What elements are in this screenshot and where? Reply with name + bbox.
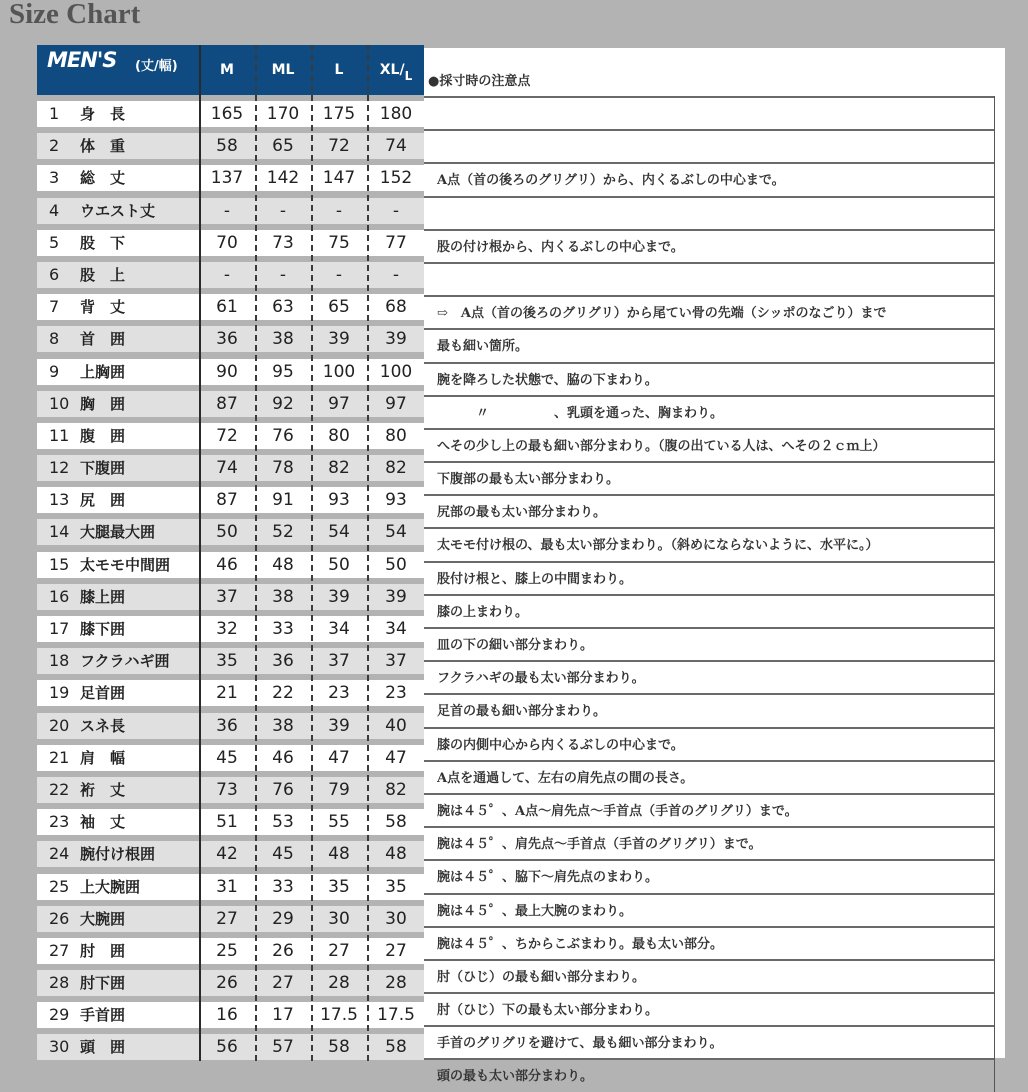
- row-number: 12: [49, 458, 70, 478]
- table-row: [37, 546, 424, 578]
- note-row: [424, 893, 994, 926]
- size-value-m: 27: [216, 908, 238, 929]
- note-row: [424, 129, 994, 162]
- row-number: 20: [49, 715, 70, 735]
- measurement-name: 下腹囲: [80, 459, 126, 478]
- size-value-xl: 80: [385, 425, 407, 446]
- row-number: 7: [49, 297, 60, 317]
- note-row: [424, 328, 994, 361]
- size-value-ml: 29: [272, 908, 294, 929]
- size-value-ml: 63: [272, 297, 294, 318]
- size-value-xl: 37: [385, 651, 407, 672]
- size-value-ml: 78: [272, 458, 294, 479]
- measurement-name: 股 上: [80, 265, 126, 284]
- size-value-xl: 48: [385, 844, 407, 865]
- note-text: 手首のグリグリを避けて、最も細い部分まわり。: [437, 1036, 723, 1052]
- row-number: 11: [49, 425, 70, 445]
- size-value-ml: 27: [272, 973, 294, 994]
- size-value-m: 46: [216, 554, 238, 575]
- size-value-m: 36: [216, 715, 238, 736]
- size-value-xl: 40: [385, 715, 407, 736]
- note-row: [424, 362, 994, 395]
- size-value-l: 72: [328, 136, 350, 157]
- measurement-name: 手首囲: [80, 1006, 126, 1025]
- size-value-l: 58: [328, 1037, 350, 1058]
- row-number: 15: [49, 554, 70, 574]
- size-value-xl: 50: [385, 554, 407, 575]
- row-number: 24: [49, 844, 70, 864]
- table-row: [37, 868, 424, 900]
- column-label: L: [334, 62, 344, 78]
- size-value-l: 39: [328, 715, 350, 736]
- size-value-m: 37: [216, 586, 238, 607]
- measurement-name: 胸 囲: [80, 394, 126, 413]
- table-row: [37, 578, 424, 610]
- table-row: [37, 481, 424, 513]
- note-text: 股の付け根から、内くるぶしの中心まで。: [437, 239, 684, 255]
- size-value-m: 51: [216, 812, 238, 833]
- size-value-m: 73: [216, 779, 238, 800]
- note-text: 〃 、乳頭を通った、胸まわり。: [437, 405, 724, 421]
- column-header-l: [312, 45, 366, 95]
- table-row: [37, 449, 424, 481]
- row-number: 28: [49, 973, 70, 993]
- size-value-ml: 57: [272, 1037, 294, 1058]
- note-text: 膝の内側中心から内くるぶしの中心まで。: [437, 737, 684, 753]
- size-value-l: 79: [328, 779, 350, 800]
- size-value-m: 165: [210, 104, 244, 124]
- size-value-l: 23: [328, 683, 350, 704]
- row-number: 17: [49, 619, 70, 638]
- table-row: [37, 932, 424, 964]
- size-value-m: 87: [216, 393, 238, 414]
- note-row: [424, 793, 994, 826]
- row-number: 2: [49, 136, 60, 156]
- row-number: 29: [49, 1005, 70, 1025]
- note-text: 尻部の最も太い部分まわり。: [437, 505, 607, 521]
- measurement-name: 頭 囲: [80, 1038, 126, 1057]
- row-number: 19: [49, 683, 70, 703]
- measurement-name: 膝上囲: [80, 587, 126, 606]
- size-value-l: 17.5: [320, 1005, 358, 1026]
- column-label: ML: [271, 62, 295, 78]
- note-text: 腕は４５゜、肩先点～手首点（手首のグリグリ）まで。: [437, 837, 762, 853]
- size-value-m: 32: [216, 619, 238, 639]
- note-row: [424, 727, 994, 760]
- table-row: [37, 353, 424, 385]
- size-value-l: 175: [322, 104, 356, 124]
- measurement-name: 肩 幅: [80, 748, 126, 767]
- table-row: [37, 513, 424, 545]
- table-row: [37, 1028, 424, 1060]
- column-divider-dashed: [311, 45, 313, 1061]
- gender-label: MEN'S: [47, 48, 117, 72]
- note-row: [424, 428, 994, 461]
- column-header-m: [200, 45, 254, 95]
- size-value-l: 50: [328, 554, 350, 575]
- row-number: 8: [49, 329, 60, 349]
- row-number: 5: [49, 232, 60, 252]
- size-value-m: 72: [216, 425, 238, 446]
- note-row: [424, 561, 994, 594]
- measurement-name: 背 丈: [80, 298, 126, 317]
- row-number: 16: [49, 586, 70, 606]
- measurement-notes-panel: [424, 48, 1005, 1085]
- note-text: 頭の最も太い部分まわり。: [437, 1069, 594, 1085]
- measurement-name: ウエスト丈: [80, 201, 156, 220]
- column-divider-dashed: [367, 45, 369, 1061]
- table-row: [37, 674, 424, 706]
- size-value-xl: 39: [385, 586, 407, 607]
- size-value-ml: 26: [272, 940, 294, 961]
- size-value-xl: 68: [385, 297, 407, 318]
- size-value-xl: 180: [379, 104, 413, 124]
- size-value-m: 45: [216, 747, 238, 768]
- size-value-l: 97: [328, 393, 350, 414]
- size-value-l: -: [335, 264, 343, 285]
- size-value-xl: 58: [385, 1037, 407, 1058]
- size-value-xl: 97: [385, 393, 407, 414]
- size-value-m: 26: [216, 973, 238, 994]
- note-text: A点を通過して、左右の肩先点の間の長さ。: [437, 770, 694, 786]
- note-row: [424, 1025, 994, 1058]
- size-value-m: 31: [216, 876, 238, 897]
- size-table: [37, 45, 424, 1061]
- note-row: [424, 527, 994, 560]
- row-number: 4: [49, 200, 60, 220]
- measurement-name: 裄 丈: [80, 780, 126, 799]
- size-value-xl: 30: [385, 908, 407, 929]
- size-value-ml: 38: [272, 586, 294, 607]
- row-number: 25: [49, 876, 70, 896]
- size-value-xl: 100: [379, 361, 413, 382]
- column-label: XL/: [379, 62, 405, 78]
- row-number: 1: [49, 104, 60, 123]
- note-row: [424, 693, 994, 726]
- row-number: 14: [49, 522, 70, 542]
- note-text: 太モモ付け根の、最も太い部分まわり。（斜めにならないように、水平に。）: [437, 538, 879, 554]
- size-value-l: 35: [328, 876, 350, 897]
- size-value-xl: 28: [385, 973, 407, 994]
- table-row: [37, 900, 424, 932]
- table-row: [37, 417, 424, 449]
- note-text: 最も細い箇所。: [437, 339, 529, 355]
- size-value-ml: 36: [272, 651, 294, 672]
- size-value-l: 48: [328, 844, 350, 865]
- column-divider: [199, 45, 201, 1061]
- size-value-m: -: [223, 264, 231, 285]
- note-text: 下腹部の最も太い部分まわり。: [437, 472, 620, 488]
- measurement-name: 肘 囲: [80, 941, 126, 960]
- size-value-m: 90: [216, 361, 238, 382]
- note-text: 腕を降ろした状態で、脇の下まわり。: [437, 372, 658, 388]
- size-value-m: 36: [216, 329, 238, 350]
- column-label: M: [220, 62, 234, 78]
- note-text: 膝の上まわり。: [437, 604, 529, 620]
- table-row: [37, 964, 424, 996]
- note-row: [424, 826, 994, 859]
- size-value-l: 37: [328, 651, 350, 672]
- table-row: [37, 320, 424, 352]
- size-value-xl: 35: [385, 876, 407, 897]
- note-text: 肘（ひじ）の最も細い部分まわり。: [437, 969, 646, 985]
- measurement-name: 腹 囲: [80, 426, 126, 445]
- size-value-l: 47: [328, 747, 350, 768]
- size-value-ml: 142: [266, 168, 300, 189]
- row-number: 3: [49, 168, 60, 188]
- size-value-ml: 46: [272, 747, 294, 768]
- note-row: [424, 760, 994, 793]
- size-value-ml: 76: [272, 425, 294, 446]
- note-row: [424, 395, 994, 428]
- size-value-m: 74: [216, 458, 238, 479]
- row-number: 10: [49, 393, 70, 413]
- row-number: 18: [49, 651, 70, 671]
- size-value-m: 35: [216, 651, 238, 672]
- measurement-name: 大腿最大囲: [80, 523, 156, 542]
- size-value-l: 80: [328, 425, 350, 446]
- measurement-name: 袖 丈: [80, 813, 126, 832]
- table-row: [37, 642, 424, 674]
- column-header-ml: [256, 45, 310, 95]
- table-row: [37, 803, 424, 835]
- column-divider-dashed: [255, 45, 257, 1061]
- measurement-name: 足首囲: [80, 684, 126, 703]
- note-row: [424, 1058, 994, 1091]
- note-text: 腕は４５゜、脇下～肩先点のまわり。: [437, 870, 659, 886]
- table-row: [37, 385, 424, 417]
- size-table-body: [37, 95, 424, 1061]
- note-text: ⇨ A点（首の後ろのグリグリ）から尾てい骨の先端（シッポのなごり）まで: [437, 306, 887, 322]
- size-value-xl: 58: [385, 812, 407, 833]
- size-value-m: 25: [216, 940, 238, 961]
- size-value-l: 39: [328, 329, 350, 350]
- size-value-l: 82: [328, 458, 350, 479]
- size-value-xl: -: [392, 200, 400, 221]
- size-value-ml: 22: [272, 683, 294, 704]
- size-value-m: 70: [216, 232, 238, 253]
- note-row: [424, 660, 994, 693]
- note-row: [424, 594, 994, 627]
- measurement-name: フクラハギ囲: [80, 652, 170, 671]
- size-value-xl: 93: [385, 490, 407, 511]
- size-value-ml: 33: [272, 876, 294, 897]
- table-row: [37, 192, 424, 224]
- size-value-xl: 74: [385, 136, 407, 157]
- size-value-ml: -: [279, 200, 287, 221]
- size-value-ml: 92: [272, 393, 294, 414]
- size-value-ml: 76: [272, 779, 294, 800]
- note-row: [424, 262, 994, 295]
- row-number: 9: [49, 361, 60, 381]
- note-row: [424, 926, 994, 959]
- table-row: [37, 707, 424, 739]
- measurement-name: 股 下: [80, 233, 126, 252]
- note-text: 皿の下の細い部分まわり。: [437, 638, 594, 653]
- row-number: 6: [49, 264, 60, 284]
- table-row: [37, 288, 424, 320]
- size-value-xl: 54: [385, 522, 407, 543]
- size-value-ml: 170: [266, 104, 300, 124]
- table-row: [37, 739, 424, 771]
- measurement-name: 太モモ中間囲: [80, 555, 171, 574]
- measurement-name: 首 囲: [80, 330, 126, 349]
- size-value-xl: -: [392, 264, 400, 285]
- size-value-l: -: [335, 200, 343, 221]
- note-row: [424, 992, 994, 1025]
- size-value-l: 55: [328, 812, 350, 833]
- unit-label: (丈/幅): [135, 59, 178, 74]
- size-table-header: [37, 45, 424, 95]
- note-text: 腕は４５゜、ちからこぶまわり。最も太い部分。: [437, 936, 724, 952]
- size-value-m: 87: [216, 490, 238, 511]
- column-header-xl: [368, 45, 424, 95]
- size-value-l: 75: [328, 232, 350, 253]
- table-row: [37, 224, 424, 256]
- size-value-l: 27: [328, 940, 350, 961]
- size-value-xl: 82: [385, 458, 407, 479]
- size-value-m: 58: [216, 136, 238, 157]
- size-value-m: 56: [216, 1037, 238, 1058]
- size-value-ml: 52: [272, 522, 294, 543]
- size-value-xl: 152: [379, 168, 413, 189]
- row-number: 22: [49, 779, 70, 799]
- size-value-m: 50: [216, 522, 238, 543]
- row-number: 13: [49, 490, 70, 510]
- note-text: 腕は４５゜、最上大腕のまわり。: [437, 903, 633, 919]
- note-row: [424, 96, 994, 129]
- page-title: Size Chart: [9, 0, 141, 30]
- size-value-l: 147: [322, 168, 356, 189]
- size-value-l: 39: [328, 586, 350, 607]
- size-value-xl: 77: [385, 232, 407, 253]
- table-row: [37, 835, 424, 867]
- note-row: [424, 162, 994, 195]
- size-value-ml: 65: [272, 136, 294, 157]
- row-number: 26: [49, 908, 70, 928]
- measurement-name: 膝下囲: [80, 620, 126, 638]
- size-value-ml: 33: [272, 619, 294, 639]
- size-value-xl: 23: [385, 683, 407, 704]
- measurement-name: 身 長: [80, 105, 126, 123]
- size-value-l: 28: [328, 973, 350, 994]
- row-number: 23: [49, 812, 70, 832]
- measurement-name: 上胸囲: [80, 362, 126, 381]
- size-value-xl: 39: [385, 329, 407, 350]
- table-row: [37, 610, 424, 642]
- table-row: [37, 256, 424, 288]
- size-value-xl: 34: [385, 619, 407, 639]
- note-text: 足首の最も細い部分まわり。: [437, 704, 607, 720]
- note-text: へその少し上の最も細い部分まわり。（腹の出ている人は、へその２ｃｍ上）: [437, 438, 886, 454]
- size-value-l: 30: [328, 908, 350, 929]
- note-row: [424, 859, 994, 892]
- size-value-m: 16: [216, 1005, 238, 1026]
- size-value-m: -: [223, 200, 231, 221]
- size-value-ml: 17: [272, 1005, 294, 1026]
- column-sublabel: L: [404, 69, 413, 83]
- size-value-ml: 53: [272, 812, 294, 833]
- note-text: 腕は４５゜、A点～肩先点～手首点（手首のグリグリ）まで。: [437, 803, 798, 819]
- size-value-l: 54: [328, 522, 350, 543]
- size-value-xl: 82: [385, 779, 407, 800]
- size-value-m: 21: [216, 683, 238, 704]
- notes-title: ●採寸時の注意点: [428, 74, 531, 89]
- table-row: [37, 771, 424, 803]
- measurement-name: 総 丈: [80, 169, 126, 188]
- notes-list: [424, 96, 995, 1092]
- note-row: [424, 229, 994, 262]
- size-value-ml: -: [279, 264, 287, 285]
- size-value-l: 34: [328, 619, 350, 639]
- size-value-m: 61: [216, 297, 238, 318]
- note-row: [424, 196, 994, 229]
- row-number: 30: [49, 1037, 70, 1057]
- measurement-name: 体 重: [80, 137, 126, 156]
- size-value-m: 42: [216, 844, 238, 865]
- note-row: [424, 959, 994, 992]
- note-text: 肘（ひじ）下の最も太い部分まわり。: [437, 1003, 659, 1019]
- size-value-ml: 95: [272, 361, 294, 382]
- size-value-ml: 38: [272, 329, 294, 350]
- size-value-l: 93: [328, 490, 350, 511]
- row-number: 21: [49, 747, 70, 767]
- note-row: [424, 461, 994, 494]
- size-value-l: 65: [328, 297, 350, 318]
- measurement-name: スネ長: [80, 716, 126, 735]
- measurement-name: 大腕囲: [80, 909, 126, 928]
- measurement-name: 尻 囲: [80, 491, 126, 510]
- table-row: [37, 159, 424, 191]
- row-number: 27: [49, 940, 70, 960]
- size-value-ml: 38: [272, 715, 294, 736]
- size-value-ml: 73: [272, 232, 294, 253]
- note-row: [424, 295, 994, 328]
- size-value-ml: 91: [272, 490, 294, 511]
- size-value-xl: 27: [385, 940, 407, 961]
- table-row: [37, 996, 424, 1028]
- note-text: A点（首の後ろのグリグリ）から、内くるぶしの中心まで。: [437, 173, 785, 189]
- note-row: [424, 627, 994, 660]
- size-value-xl: 17.5: [377, 1005, 415, 1026]
- size-value-l: 100: [322, 361, 356, 382]
- size-value-ml: 45: [272, 844, 294, 865]
- note-row: [424, 494, 994, 527]
- measurement-name: 肘下囲: [80, 974, 126, 993]
- size-value-ml: 48: [272, 554, 294, 575]
- measurement-name: 上大腕囲: [80, 877, 141, 896]
- size-value-xl: 47: [385, 747, 407, 768]
- measurement-name: 腕付け根囲: [80, 845, 156, 864]
- table-row: [37, 95, 424, 127]
- table-row: [37, 127, 424, 159]
- size-value-m: 137: [210, 168, 244, 189]
- note-text: 股付け根と、膝上の中間まわり。: [437, 571, 633, 587]
- note-text: フクラハギの最も太い部分まわり。: [437, 671, 645, 687]
